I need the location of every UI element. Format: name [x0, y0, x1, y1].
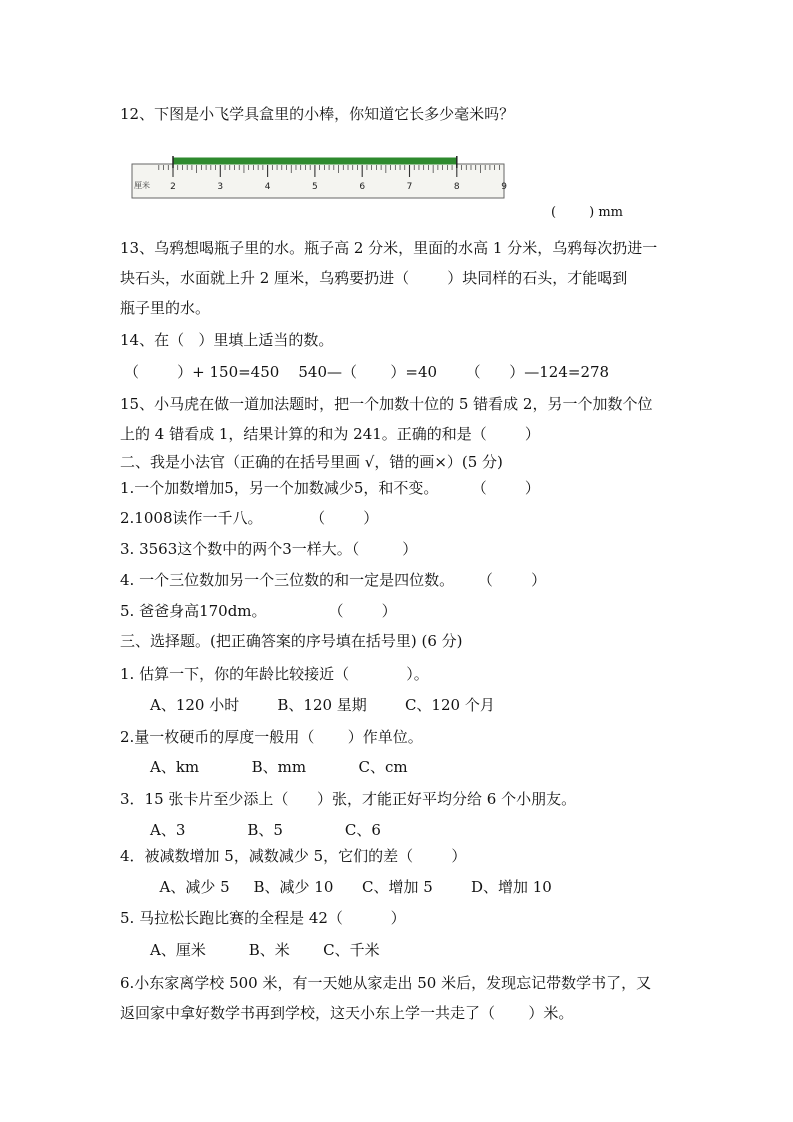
- s3-q2: 2.量一枚硬币的厚度一般用（ ）作单位。: [120, 728, 423, 746]
- s3-q6-line2: 返回家中拿好数学书再到学校，这天小东上学一共走了（ ）米。: [120, 1004, 574, 1022]
- q14-equations: （ ）+ 150=450 540—（ ）=40 （ ）—124=278: [124, 363, 610, 381]
- ruler-number: 8: [453, 182, 460, 192]
- s3-q3-options: A、3 B、5 C、6: [150, 821, 381, 839]
- s3-q6-line1: 6.小东家离学校 500 米，有一天她从家走出 50 米后，发现忘记带数学书了，又: [120, 974, 652, 992]
- ruler-number: 7: [406, 182, 413, 192]
- q13-line2: 块石头，水面就上升 2 厘米，乌鸦要扔进（ ）块同样的石头，才能喝到: [120, 269, 628, 287]
- s3-q3: 3．15 张卡片至少添上（ ）张，才能正好平均分给 6 个小朋友。: [120, 790, 577, 808]
- ruler-number: 9: [501, 182, 507, 192]
- ruler-number: 4: [264, 182, 271, 192]
- s3-q1: 1. 估算一下，你的年龄比较接近（ ）。: [120, 665, 429, 683]
- ruler-number: 3: [217, 182, 224, 192]
- section2-item-1: 1.一个加数增加5，另一个加数减少5，和不变。 （ ）: [120, 479, 540, 497]
- s3-q5-options: A、厘米 B、米 C、千米: [150, 941, 380, 959]
- section3-title: 三、选择题。(把正确答案的序号填在括号里) (6 分): [120, 632, 463, 650]
- s3-q4: 4．被减数增加 5，减数减少 5，它们的差（ ）: [120, 847, 467, 865]
- ruler-svg: [130, 150, 510, 202]
- q15-line1: 15、小马虎在做一道加法题时，把一个加数十位的 5 错看成 2，另一个加数个位: [120, 395, 653, 413]
- q12-text: 12、下图是小飞学具盒里的小棒，你知道它长多少毫米吗？: [120, 105, 515, 123]
- ruler-body: [132, 164, 504, 198]
- section2-item-4: 4. 一个三位数加另一个三位数的和一定是四位数。 （ ）: [120, 571, 547, 589]
- q14-title: 14、在（ ）里填上适当的数。: [120, 331, 334, 349]
- ruler-figure: [130, 150, 510, 202]
- s3-q1-options: A、120 小时 B、120 星期 C、120 个月: [150, 696, 495, 714]
- section2-item-2: 2.1008读作一千八。 （ ）: [120, 509, 379, 527]
- ruler-unit-label: 厘米: [134, 181, 150, 190]
- ruler-number: 6: [359, 182, 366, 192]
- q15-line2: 上的 4 错看成 1，结果计算的和为 241。正确的和是（ ）: [120, 425, 540, 443]
- section2-item-3: 3. 3563这个数中的两个3一样大。（ ）: [120, 540, 418, 558]
- ruler-number: 2: [170, 182, 176, 192]
- s3-q5: 5. 马拉松长跑比赛的全程是 42（ ）: [120, 909, 406, 927]
- q12-answer-blank[interactable]: ( ) mm: [551, 205, 623, 220]
- section2-title: 二、我是小法官（正确的在括号里画 √，错的画×）(5 分): [120, 453, 503, 471]
- s3-q4-options: A、减少 5 B、减少 10 C、增加 5 D、增加 10: [150, 878, 552, 896]
- q13-line3: 瓶子里的水。: [120, 299, 211, 317]
- ruler-number: 5: [312, 182, 318, 192]
- section2-item-5: 5. 爸爸身高170dm。 （ ）: [120, 602, 397, 620]
- s3-q2-options: A、km B、mm C、cm: [150, 758, 408, 776]
- q13-line1: 13、乌鸦想喝瓶子里的水。瓶子高 2 分米，里面的水高 1 分米，乌鸦每次扔进一: [120, 239, 658, 257]
